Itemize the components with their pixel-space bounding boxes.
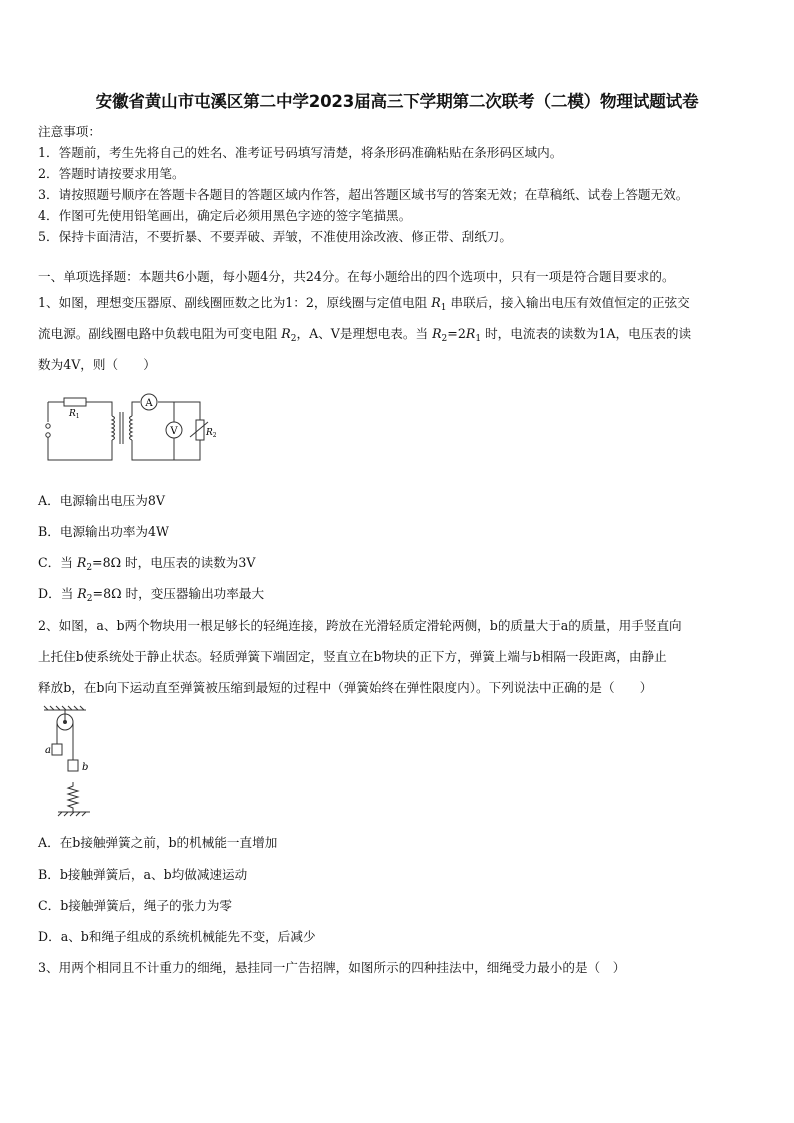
q2-line-2: 上托住b使系统处于静止状态。轻质弹簧下端固定，竖直立在b物块的正下方，弹簧上端与b相隔一段距离，由静止 bbox=[38, 649, 667, 664]
ammeter-label: A bbox=[145, 398, 153, 409]
q3-line-1: 3、用两个相同且不计重力的细绳，悬挂同一广告招牌，如图所示的四种挂法中，细绳受力最小的是（ ） bbox=[38, 960, 626, 975]
q2-option-c[interactable]: C．b接触弹簧后，绳子的张力为零 bbox=[38, 898, 233, 913]
q1-line-1: 1、如图，理想变压器原、副线圈匝数之比为1：2，原线圈与定值电阻 $R_1$ 串联后，接入输出电压有效值恒定的正弦交 bbox=[38, 295, 690, 313]
block-a bbox=[52, 744, 62, 755]
q1-line-3: 数为4V，则（ ） bbox=[38, 357, 156, 372]
q1-option-d[interactable]: D．当 $R_2=8\Omega$ 时，变压器输出功率最大 bbox=[38, 586, 265, 604]
q1-option-b[interactable]: B．电源输出功率为4W bbox=[38, 524, 169, 539]
q1-line-2: 流电源。副线圈电路中负载电阻为可变电阻 $R_2$，A、V是理想电表。当 $R_2=2R_1$ 时，电流表的读数为1A，电压表的读 bbox=[38, 326, 692, 344]
q1-option-a[interactable]: A．电源输出电压为8V bbox=[38, 493, 165, 508]
q1-option-c[interactable]: C．当 $R_2=8\Omega$ 时，电压表的读数为3V bbox=[38, 555, 256, 573]
notice-item-5: 5．保持卡面清洁，不要折暴、不要弄破、弄皱，不准使用涂改液、修正带、刮纸刀。 bbox=[38, 229, 512, 244]
voltmeter-label: V bbox=[170, 426, 178, 437]
notice-heading: 注意事项： bbox=[38, 124, 101, 139]
label-b: b bbox=[82, 762, 89, 773]
section-heading: 一、单项选择题：本题共6小题，每小题4分，共24分。在每小题给出的四个选项中，只有一项是符合题目要求的。 bbox=[38, 269, 675, 284]
q2-option-b[interactable]: B．b接触弹簧后，a、b均做减速运动 bbox=[38, 867, 248, 882]
ac-source-terminal-bottom bbox=[46, 433, 50, 437]
resistor-r2 bbox=[196, 420, 204, 440]
q2-pulley-diagram bbox=[40, 704, 100, 822]
q2-line-1: 2、如图，a、b两个物块用一根足够长的轻绳连接，跨放在光滑轻质定滑轮两侧，b的质量大于a的质量，用手竖直向 bbox=[38, 618, 682, 633]
block-b bbox=[68, 760, 78, 771]
q2-option-a[interactable]: A．在b接触弹簧之前，b的机械能一直增加 bbox=[38, 835, 278, 850]
r2-label: $R_2$ bbox=[206, 428, 217, 439]
notice-item-4: 4．作图可先使用铅笔画出，确定后必须用黑色字迹的签字笔描黑。 bbox=[38, 208, 412, 223]
page-title: 安徽省黄山市屯溪区第二中学2023届高三下学期第二次联考（二模）物理试题试卷 bbox=[95, 92, 699, 111]
notice-item-1: 1．答题前，考生先将自己的姓名、准考证号码填写清楚，将条形码准确粘贴在条形码区域内。 bbox=[38, 145, 563, 160]
label-a: a bbox=[45, 745, 51, 756]
q2-option-d[interactable]: D．a、b和绳子组成的系统机械能先不变，后减少 bbox=[38, 929, 316, 944]
resistor-r1 bbox=[64, 398, 86, 406]
q2-line-3: 释放b，在b向下运动直至弹簧被压缩到最短的过程中（弹簧始终在弹性限度内）。下列说法中正确的是（ ） bbox=[38, 680, 653, 695]
r1-label: $R_1$ bbox=[69, 409, 80, 420]
spring bbox=[68, 782, 78, 812]
q1-circuit-diagram bbox=[40, 392, 220, 464]
notice-item-3: 3．请按照题号顺序在答题卡各题目的答题区域内作答，超出答题区域书写的答案无效；在草稿纸、试卷上答题无效。 bbox=[38, 187, 689, 202]
ac-source-terminal-top bbox=[46, 424, 50, 428]
notice-item-2: 2．答题时请按要求用笔。 bbox=[38, 166, 185, 181]
